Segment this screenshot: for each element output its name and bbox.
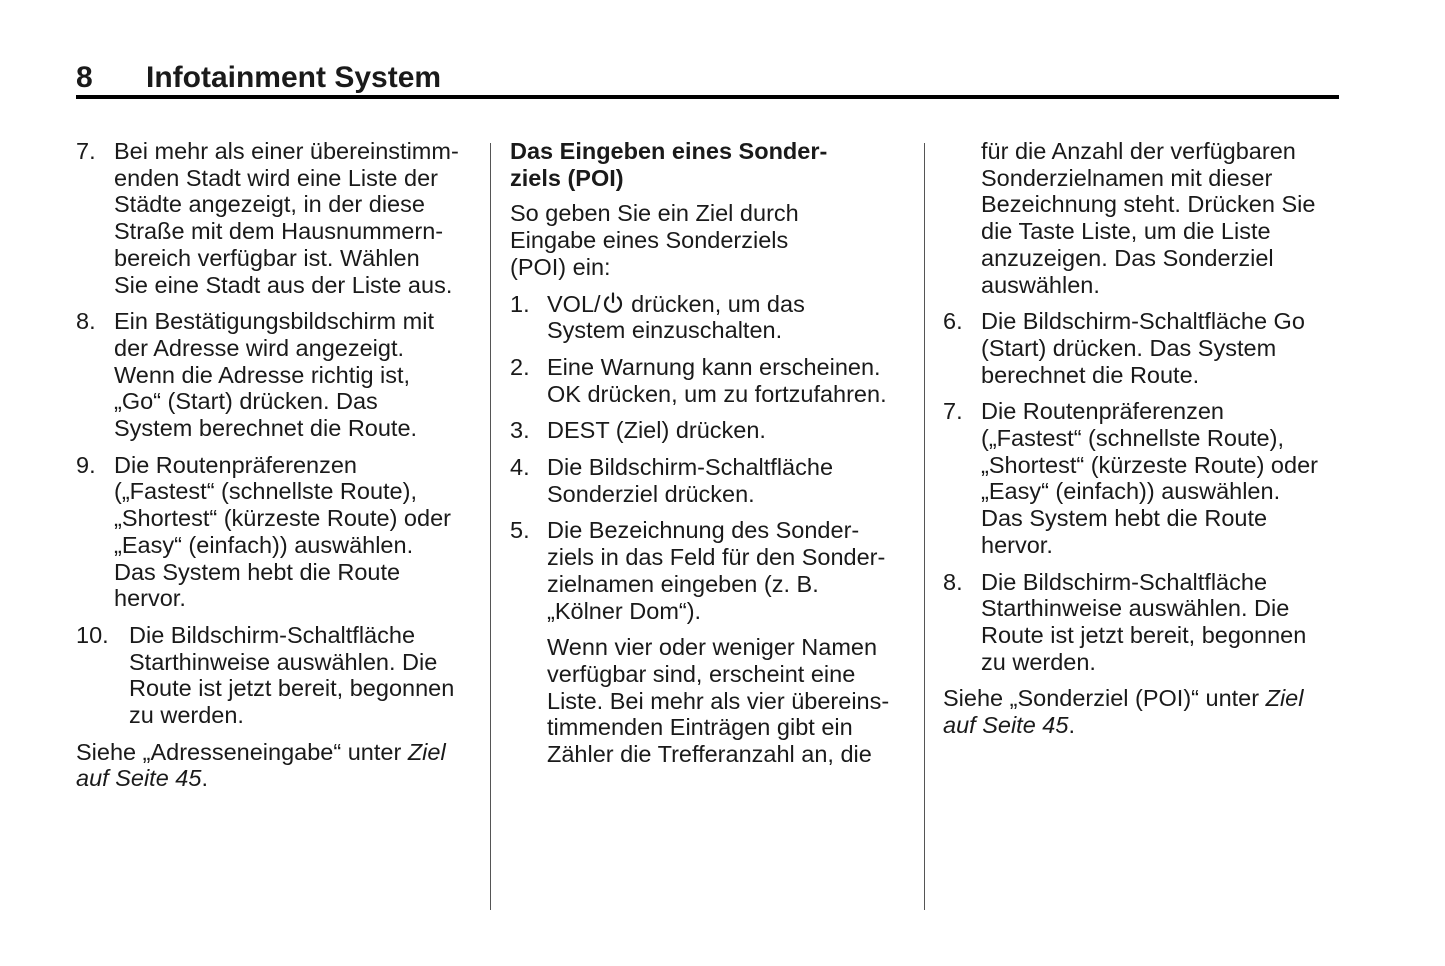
step-number: 6. bbox=[943, 308, 963, 335]
step-6 bbox=[943, 308, 1339, 388]
step-text: Eine Warnung kann erscheinen. OK drücken, um zu fortzufahren. bbox=[547, 353, 887, 407]
step-text: Die Routenpräferenzen („Fastest“ (schnellste Route), „Shortest“ (kürzeste Route) oder „Easy“ (einfach)) auswählen. Das System hebt die Route hervor. bbox=[981, 398, 1318, 558]
step-text: Die Bildschirm-Schaltfläche Go (Start) drücken. Das System berechnet die Route. bbox=[981, 308, 1305, 388]
ref-suffix: . bbox=[1068, 712, 1075, 739]
step-1 bbox=[510, 291, 906, 344]
step-9 bbox=[76, 452, 474, 612]
ref-prefix: Siehe „Adresseneingabe“ unter bbox=[76, 738, 408, 765]
cross-reference bbox=[943, 685, 1339, 738]
column-2 bbox=[510, 138, 906, 778]
step-number: 9. bbox=[76, 451, 96, 478]
column-3 bbox=[943, 138, 1339, 739]
step-text: Die Bildschirm-Schaltfläche Sonderziel drücken. bbox=[547, 454, 834, 507]
step-text: Ein Bestätigungsbildschirm mit der Adresse wird angezeigt. Wenn die Adresse richtig ist, „Go“ (Start) drücken. Das System berechnet die Route. bbox=[114, 308, 434, 442]
step-number: 8. bbox=[76, 308, 96, 335]
step-number: 3. bbox=[510, 417, 530, 444]
step-2 bbox=[510, 354, 906, 407]
step-text: Die Bezeichnung des Sonder- ziels in das Feld für den Sonder- zielnamen eingeben (z. B. „Kölner Dom“). bbox=[547, 517, 886, 624]
section-heading: Das Eingeben eines Sonder- ziels (POI) bbox=[510, 138, 828, 191]
page-title: Infotainment System bbox=[146, 61, 442, 94]
step-text: DEST (Ziel) drücken. bbox=[547, 417, 766, 444]
step-7 bbox=[943, 398, 1339, 558]
step-number: 7. bbox=[76, 138, 96, 164]
step-text: Die Bildschirm-Schaltfläche Starthinweise auswählen. Die Route ist jetzt bereit, begonnen zu werden. bbox=[981, 568, 1307, 675]
step-5-continuation: für die Anzahl der verfügbaren Sonderzielnamen mit dieser Bezeichnung steht. Drücken Sie die Taste Liste, um die Liste anzuzeigen. Das Sonderziel auswählen. bbox=[981, 138, 1316, 298]
step-number: 7. bbox=[943, 398, 963, 425]
step-number: 2. bbox=[510, 353, 530, 380]
step-5-continued: Wenn vier oder weniger Namen verfügbar sind, erscheint eine Liste. Bei mehr als vier übereins- timmenden Einträgen gibt ein Zähler die Trefferanzahl an, die bbox=[547, 634, 890, 768]
step-text-post: drücken, um das System einzuschalten. bbox=[547, 290, 805, 344]
column-divider-left bbox=[490, 143, 491, 910]
step-8 bbox=[943, 569, 1339, 676]
header-rule bbox=[76, 95, 1339, 99]
step-number: 10. bbox=[76, 621, 109, 648]
step-text: Die Routenpräferenzen („Fastest“ (schnellste Route), „Shortest“ (kürzeste Route) oder „Easy“ (einfach)) auswählen. Das System hebt die Route hervor. bbox=[114, 451, 451, 612]
step-number: 5. bbox=[510, 517, 530, 544]
step-7 bbox=[76, 138, 474, 298]
column-divider-right bbox=[924, 143, 925, 910]
step-number: 8. bbox=[943, 568, 963, 595]
step-text bbox=[547, 291, 906, 344]
page-header bbox=[76, 58, 1339, 100]
intro-text: So geben Sie ein Ziel durch Eingabe eines Sonderziels (POI) ein: bbox=[510, 200, 799, 280]
step-5 bbox=[510, 517, 906, 624]
step-4 bbox=[510, 454, 906, 507]
step-text: Bei mehr als einer übereinstimm- enden Stadt wird eine Liste der Städte angezeigt, in der diese Straße mit dem Hausnummern- bereich verfügbar ist. Wählen Sie eine Stadt aus der Liste aus. bbox=[114, 138, 459, 298]
step-8 bbox=[76, 308, 474, 442]
power-icon bbox=[601, 291, 625, 315]
ref-link[interactable]: Ziel auf Seite 45 bbox=[943, 685, 1304, 739]
step-number: 1. bbox=[510, 290, 530, 317]
step-text-pre: VOL/ bbox=[547, 290, 601, 317]
ref-prefix: Siehe „Sonderziel (POI)“ unter bbox=[943, 685, 1266, 712]
cross-reference bbox=[76, 739, 474, 792]
page-number: 8 bbox=[76, 61, 93, 94]
step-3 bbox=[510, 417, 906, 444]
step-text: Die Bildschirm-Schaltfläche Starthinweise auswählen. Die Route ist jetzt bereit, begonnen zu werden. bbox=[129, 621, 455, 729]
ref-suffix: . bbox=[201, 765, 208, 792]
step-10 bbox=[76, 622, 474, 729]
ref-link[interactable]: Ziel auf Seite 45 bbox=[76, 738, 446, 792]
step-number: 4. bbox=[510, 454, 530, 481]
column-1 bbox=[76, 138, 474, 792]
